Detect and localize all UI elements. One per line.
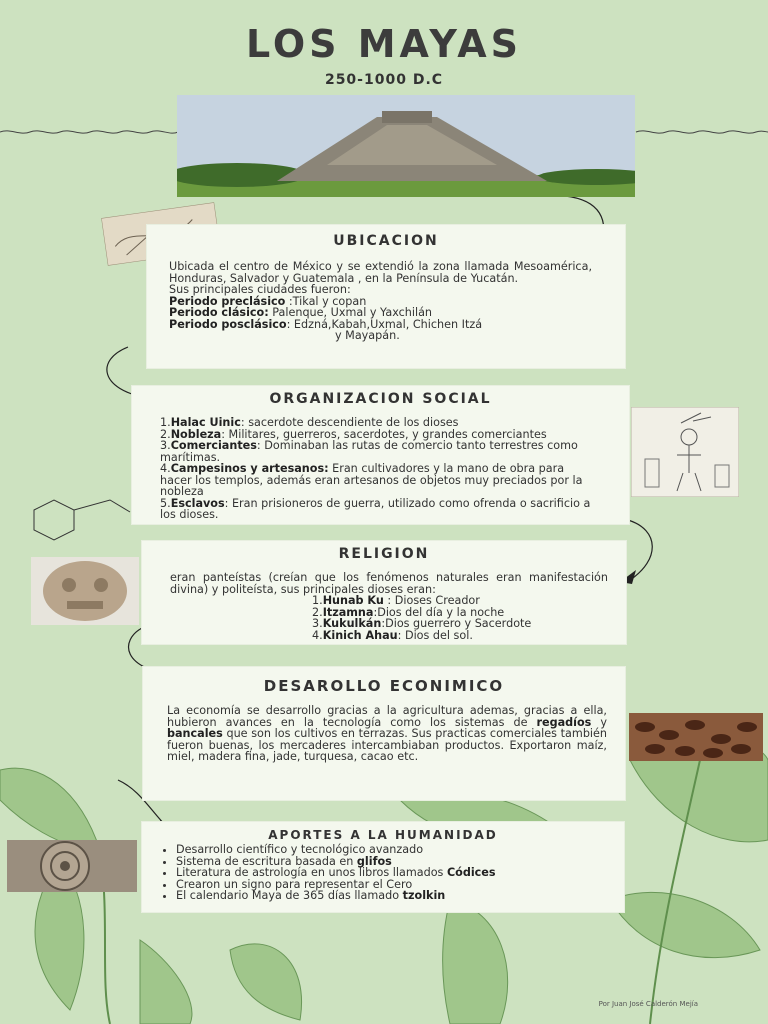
aporte-item: • Crearon un signo para representar el Cero	[176, 879, 606, 891]
economia-text: La economía se desarrollo gracias a la agricultura ademas, gracias a ella, hubieron avances en la tecnología como los sistemas de regadíos y bancales que son los cultivos en terrazas. Sus practicas comerciales también fueron buenas, los mercaderes intercambiaban productos. Exportaron maíz, miel, madera fina, jade, turquesa, cacao etc.	[167, 704, 607, 763]
god-item: 1.Hunab Ku : Dioses Creador	[312, 594, 480, 607]
page-title: LOS MAYAS	[245, 22, 522, 66]
aporte-item: • Sistema de escritura basada en glifos	[176, 856, 606, 868]
org-item: 4.Campesinos y artesanos: Eran cultivadores y la mano de obra para hacer los templos, además eran artesanos de objetos muy preciados por la nobleza	[160, 462, 583, 498]
org-item: 3.Comerciantes: Dominaban las rutas de comercio tanto terrestres como marítimas.	[160, 439, 578, 464]
god-item: 4.Kinich Ahau: Dios del sol.	[312, 628, 473, 642]
organizacion-heading: ORGANIZACION SOCIAL	[269, 391, 492, 407]
period-posclasico-cont: y Mayapán.	[335, 329, 400, 342]
aporte-item: • El calendario Maya de 365 días llamado tzolkin	[176, 890, 606, 902]
cacao-beans-image	[629, 713, 763, 761]
economia-card	[143, 667, 625, 800]
org-item: 2.Nobleza: Militares, guerreros, sacerdotes, y grandes comerciantes	[160, 427, 547, 441]
warrior-image	[631, 407, 739, 497]
period-preclasico: Periodo preclásico :Tikal y copan	[169, 294, 367, 308]
pyramid-image	[177, 95, 635, 197]
org-item: 5.Esclavos: Eran prisioneros de guerra, utilizado como ofrenda o sacrificio a los dioses.	[160, 496, 591, 521]
page-subtitle: 250-1000 D.C	[324, 72, 444, 88]
organizacion-card	[132, 386, 629, 524]
economia-heading: DESAROLLO ECONIMICO	[263, 677, 505, 695]
aporte-item: • Desarrollo científico y tecnológico avanzado	[176, 844, 606, 856]
ubicacion-heading: UBICACION	[333, 233, 439, 249]
religion-heading: RELIGION	[338, 546, 430, 562]
god-item: 3.Kukulkán:Dios guerrero y Sacerdote	[312, 617, 532, 630]
org-item: 1.Halac Uinic: sacerdote descendiente de los dioses	[160, 416, 459, 429]
author-credit: Por Juan José Calderón Mejía	[598, 1000, 698, 1008]
stone-mask-image	[31, 557, 139, 625]
aportes-card	[142, 822, 624, 912]
religion-card	[142, 541, 626, 644]
aportes-heading: APORTES A LA HUMANIDAD	[268, 828, 498, 842]
period-posclasico: Periodo posclásico: Edzná,Kabah,Uxmal, Chichen Itzá	[169, 317, 483, 331]
period-clasico: Periodo clásico: Palenque, Uxmal y Yaxchilán	[169, 306, 433, 319]
ubicacion-cities-intro: Sus principales ciudades fueron:	[169, 283, 351, 296]
ubicacion-intro: Ubicada el centro de México y se extendió la zona llamada Mesoamérica, Honduras, Salvador y Guatemala , en la Península de Yucatán.	[169, 260, 592, 285]
aporte-item: • Literatura de astrología en unos libros llamados Códices	[176, 867, 606, 879]
maya-calendar-image	[7, 840, 137, 892]
ubicacion-card	[147, 225, 625, 368]
god-item: 2.Itzamna:Dios del día y la noche	[312, 605, 505, 619]
religion-intro: eran panteístas (creían que los fenómenos naturales eran manifestación divina) y politeísta, sus principales dioses eran:	[170, 571, 608, 596]
